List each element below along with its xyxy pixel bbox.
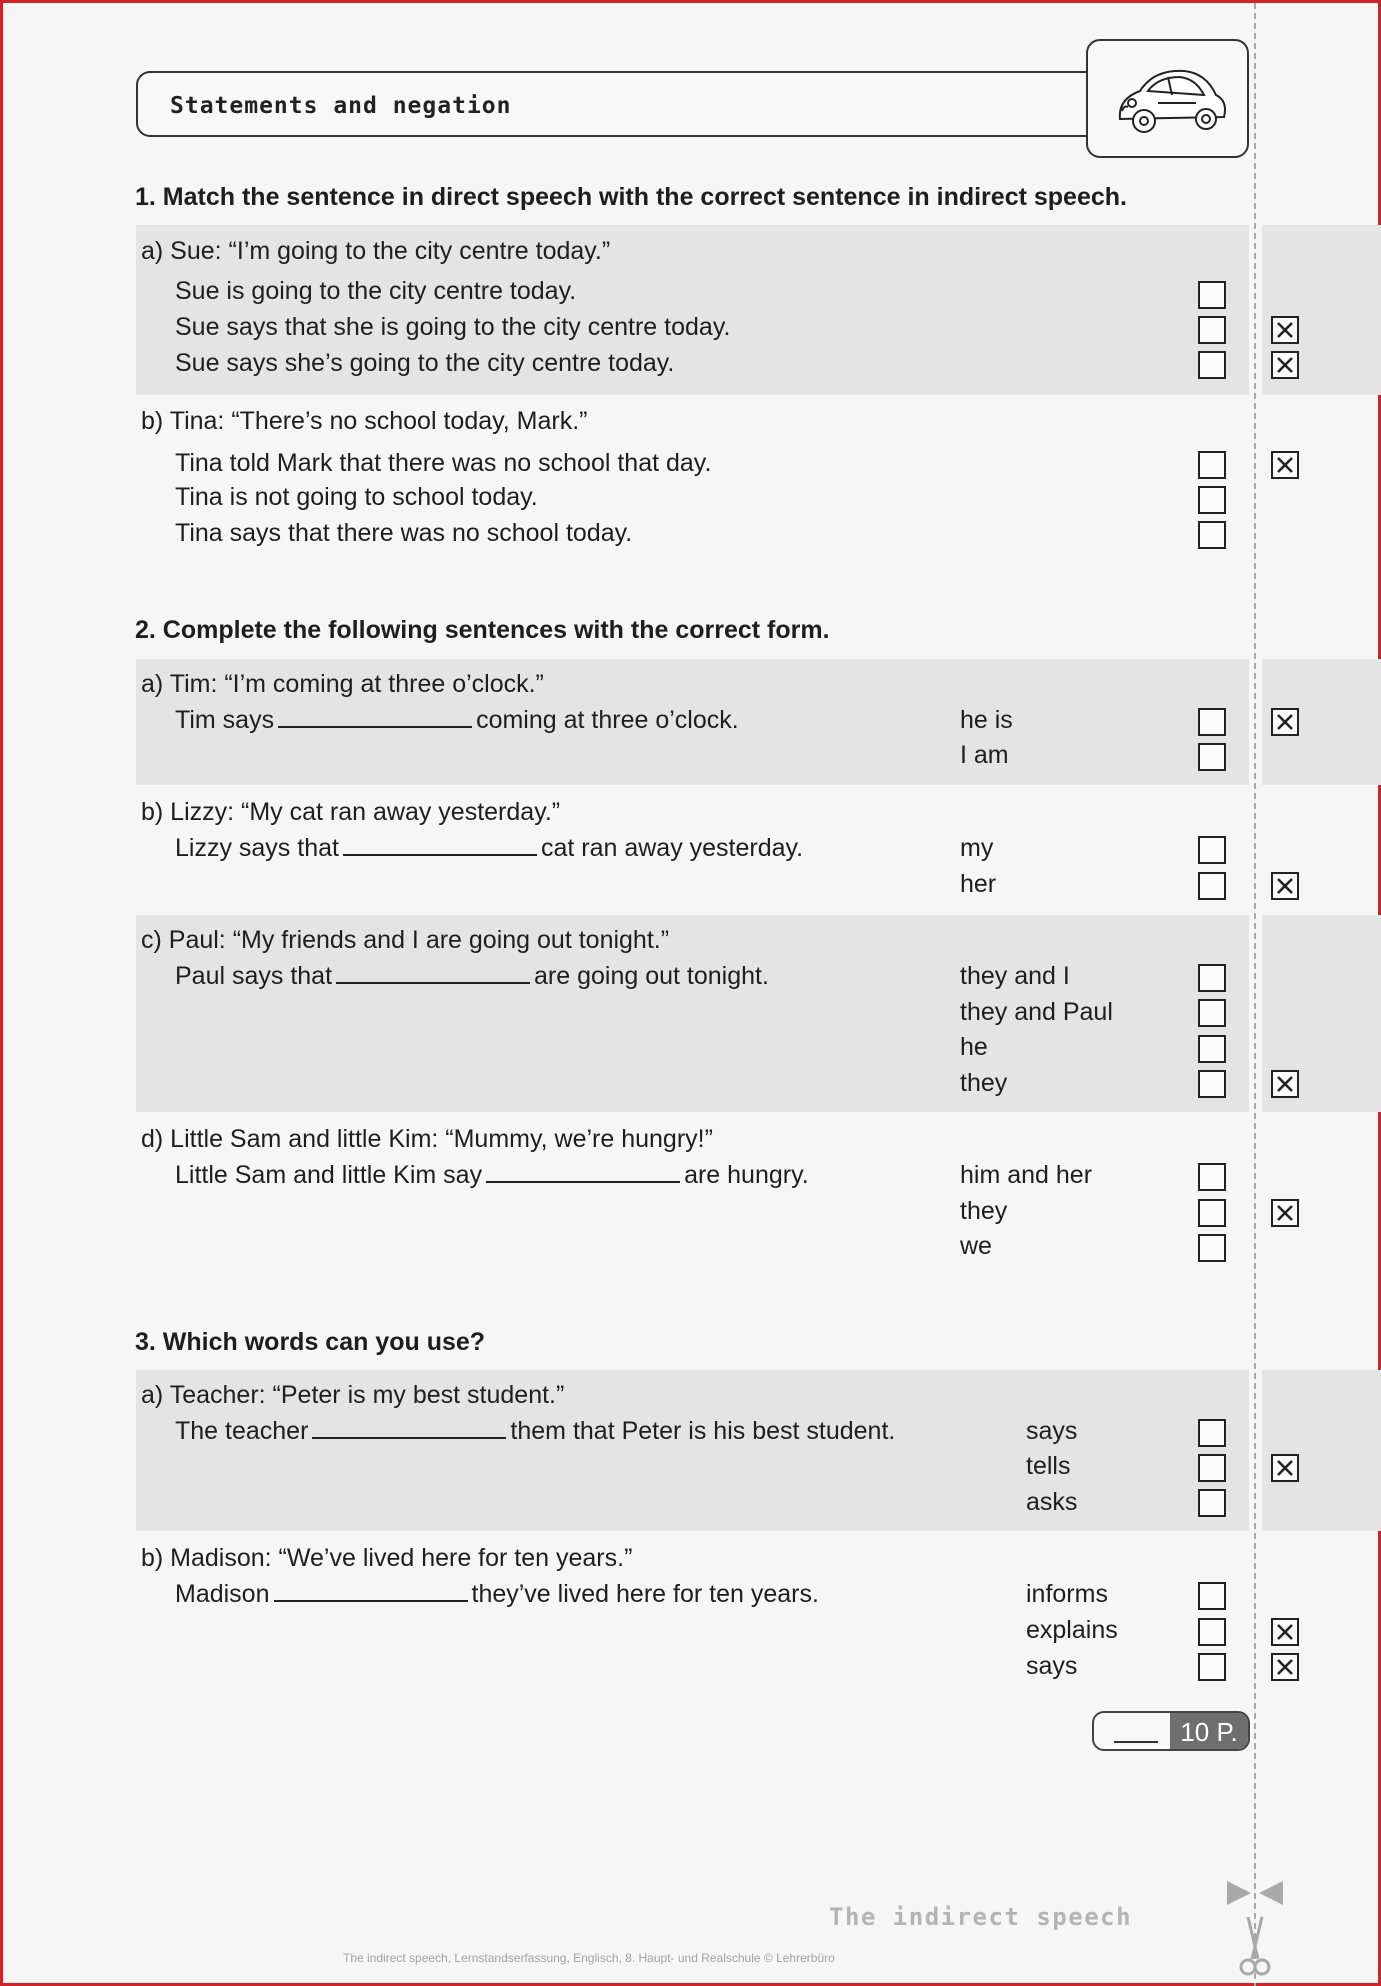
checked-box [1271,1653,1299,1681]
footer-credit: The indirect speech, Lernstandserfassung, Englisch, 8. Haupt- und Realschule © Lehrerbüro [343,1951,835,1965]
header-title: Statements and negation [170,93,512,119]
q1b-option: Tina is not going to school today. [175,483,538,511]
q2a-option: I am [960,741,1009,769]
answer-blank[interactable] [278,706,472,728]
checkbox[interactable] [1198,1489,1226,1517]
checkbox[interactable] [1198,281,1226,309]
q2a-after: coming at three o’clock. [476,706,739,734]
score-input-blank[interactable] [1114,1719,1158,1743]
q1a-option: Sue is going to the city centre today. [175,277,577,305]
q3a-before: The teacher [175,1417,309,1445]
answer-blank[interactable] [274,1580,468,1602]
q2c-sentence [175,962,769,991]
checkbox[interactable] [1198,486,1226,514]
band-q3a-answer [1262,1370,1381,1531]
checked-box [1271,1618,1299,1646]
checkbox[interactable] [1198,1454,1226,1482]
q2d-after: are hungry. [684,1161,809,1189]
checkbox[interactable] [1198,836,1226,864]
checkbox[interactable] [1198,316,1226,344]
checkbox[interactable] [1198,1163,1226,1191]
q2-heading: 2. Complete the following sentences with the correct form. [135,616,830,644]
q2b-after: cat ran away yesterday. [540,834,804,862]
answer-blank[interactable] [336,962,530,984]
q2d-prompt: d) Little Sam and little Kim: “Mummy, we’re hungry!” [141,1125,713,1153]
checked-box [1271,872,1299,900]
checkbox[interactable] [1198,1582,1226,1610]
checkbox[interactable] [1198,1234,1226,1262]
q2b-option: my [960,834,994,862]
answer-blank[interactable] [312,1417,506,1439]
q3a-prompt: a) Teacher: “Peter is my best student.” [141,1381,565,1409]
q1-heading: 1. Match the sentence in direct speech with the correct sentence in indirect speech. [135,183,1127,211]
q2a-prompt: a) Tim: “I’m coming at three o’clock.” [141,670,544,698]
q2b-before: Lizzy says that [175,834,339,862]
q2d-option: him and her [960,1161,1093,1189]
checked-box [1271,708,1299,736]
checkbox[interactable] [1198,872,1226,900]
checkbox[interactable] [1198,451,1226,479]
checked-box [1271,451,1299,479]
checked-box [1271,1199,1299,1227]
q2d-before: Little Sam and little Kim say [175,1161,483,1189]
q2a-sentence [175,706,739,735]
q3a-option: tells [1026,1452,1071,1480]
q3-heading: 3. Which words can you use? [135,1328,486,1356]
car-icon [1088,41,1251,160]
q2d-option: they [960,1197,1008,1225]
q1a-option: Sue says she’s going to the city centre today. [175,349,675,377]
q1a-option: Sue says that she is going to the city centre today. [175,313,731,341]
checkbox[interactable] [1198,521,1226,549]
q2c-option: they and I [960,962,1070,990]
q3b-before: Madison [175,1580,270,1608]
checkbox[interactable] [1198,1070,1226,1098]
fold-marker-icon [1225,1877,1285,1909]
q3b-option: explains [1026,1616,1118,1644]
q1a-prompt: a) Sue: “I’m going to the city centre today.” [141,237,611,265]
checkbox[interactable] [1198,1618,1226,1646]
q3a-sentence [175,1417,895,1446]
score-box [1092,1711,1250,1751]
q3b-option: informs [1026,1580,1108,1608]
q2d-option: we [960,1232,992,1260]
scissors-icon [1236,1915,1274,1977]
q3b-option: says [1026,1652,1078,1680]
checkbox[interactable] [1198,1653,1226,1681]
checkbox[interactable] [1198,351,1226,379]
checked-box [1271,1070,1299,1098]
answer-blank[interactable] [486,1161,680,1183]
q3b-after: they’ve lived here for ten years. [471,1580,819,1608]
checked-box [1271,351,1299,379]
q2c-before: Paul says that [175,962,333,990]
q2d-sentence [175,1161,809,1190]
q2b-option: her [960,870,997,898]
checkbox[interactable] [1198,743,1226,771]
q2c-prompt: c) Paul: “My friends and I are going out tonight.” [141,926,670,954]
car-icon-box [1086,39,1249,158]
checked-box [1271,1454,1299,1482]
q2b-prompt: b) Lizzy: “My cat ran away yesterday.” [141,798,561,826]
q2c-option: they [960,1069,1008,1097]
checked-box [1271,316,1299,344]
checkbox[interactable] [1198,1419,1226,1447]
q2c-option: he [960,1033,988,1061]
cut-line [1254,3,1256,1986]
q2c-option: they and Paul [960,998,1113,1026]
checkbox[interactable] [1198,1199,1226,1227]
q3a-after: them that Peter is his best student. [510,1417,896,1445]
q3b-prompt: b) Madison: “We’ve lived here for ten years.” [141,1544,633,1572]
q1b-option: Tina says that there was no school today. [175,519,633,547]
q3a-option: says [1026,1417,1078,1445]
checkbox[interactable] [1198,708,1226,736]
q1b-prompt: b) Tina: “There’s no school today, Mark.” [141,407,588,435]
checkbox[interactable] [1198,999,1226,1027]
q2a-before: Tim says [175,706,275,734]
footer-title: The indirect speech [829,1903,1133,1931]
checkbox[interactable] [1198,1035,1226,1063]
q2a-option: he is [960,706,1013,734]
q3a-option: asks [1026,1488,1078,1516]
answer-blank[interactable] [343,834,537,856]
q1b-option: Tina told Mark that there was no school that day. [175,449,712,477]
q3b-sentence [175,1580,819,1609]
checkbox[interactable] [1198,964,1226,992]
score-label: 10 P. [1170,1713,1248,1749]
q2b-sentence [175,834,803,863]
q2c-after: are going out tonight. [534,962,769,990]
header-bar [136,71,1091,137]
